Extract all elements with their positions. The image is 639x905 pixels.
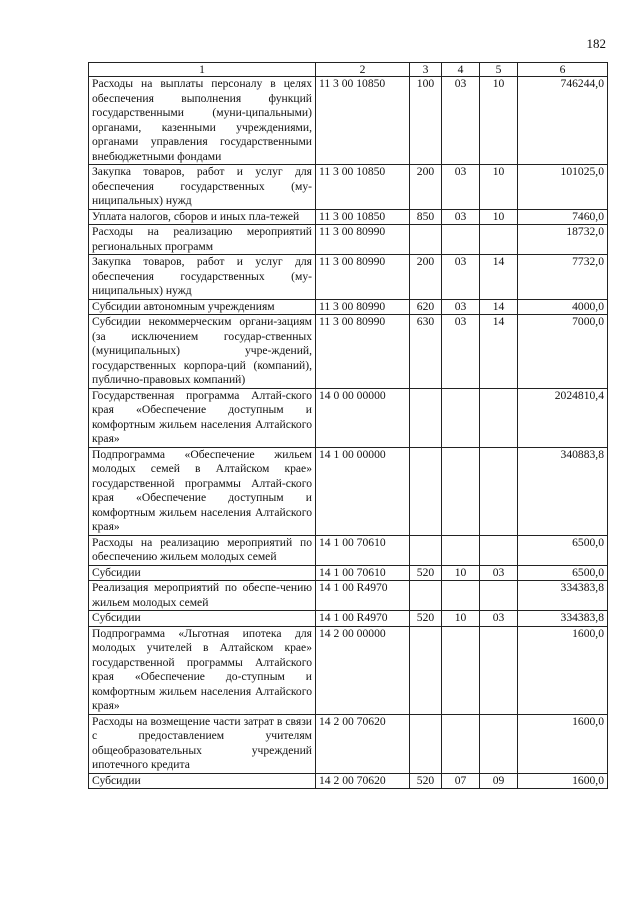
row-rz-cell: 03 xyxy=(442,299,480,315)
row-code-cell: 14 0 00 00000 xyxy=(316,388,410,447)
table-row xyxy=(89,255,608,300)
table-row xyxy=(89,626,608,714)
row-vr-cell xyxy=(410,535,442,565)
row-pr-cell xyxy=(480,535,518,565)
row-code-cell: 11 3 00 80990 xyxy=(316,299,410,315)
row-code-cell: 14 1 00 R4970 xyxy=(316,581,410,611)
table-header-row xyxy=(89,63,608,77)
row-vr-cell xyxy=(410,225,442,255)
table-row xyxy=(89,315,608,389)
row-rz-cell: 10 xyxy=(442,565,480,581)
table-row xyxy=(89,535,608,565)
table-row xyxy=(89,388,608,447)
row-sum-cell: 1600,0 xyxy=(518,773,608,789)
row-vr-cell: 850 xyxy=(410,209,442,225)
row-pr-cell: 14 xyxy=(480,255,518,300)
table-row xyxy=(89,581,608,611)
row-sum-cell: 746244,0 xyxy=(518,77,608,165)
row-sum-cell: 6500,0 xyxy=(518,565,608,581)
table-row xyxy=(89,165,608,210)
row-code-cell: 14 1 00 70610 xyxy=(316,565,410,581)
row-pr-cell: 10 xyxy=(480,209,518,225)
column-header: 6 xyxy=(518,63,608,77)
row-name-cell: Субсидии некоммерческим органи-зациям (за исключением государ-ственных (муниципальных) учре-ждений, государственных корпора-ций (компаний), публично-правовых компаний) xyxy=(89,315,316,389)
table-row xyxy=(89,447,608,535)
column-header: 2 xyxy=(316,63,410,77)
row-rz-cell xyxy=(442,714,480,773)
row-code-cell: 11 3 00 10850 xyxy=(316,77,410,165)
row-name-cell: Уплата налогов, сборов и иных пла-тежей xyxy=(89,209,316,225)
row-rz-cell: 03 xyxy=(442,77,480,165)
row-sum-cell: 334383,8 xyxy=(518,611,608,627)
row-rz-cell xyxy=(442,535,480,565)
row-vr-cell: 520 xyxy=(410,773,442,789)
row-name-cell: Субсидии xyxy=(89,565,316,581)
budget-table xyxy=(88,62,608,789)
row-rz-cell: 03 xyxy=(442,255,480,300)
row-rz-cell xyxy=(442,225,480,255)
row-vr-cell: 520 xyxy=(410,565,442,581)
row-sum-cell: 2024810,4 xyxy=(518,388,608,447)
row-vr-cell xyxy=(410,714,442,773)
row-vr-cell: 200 xyxy=(410,165,442,210)
row-pr-cell xyxy=(480,225,518,255)
row-code-cell: 11 3 00 10850 xyxy=(316,165,410,210)
table-row xyxy=(89,77,608,165)
row-code-cell: 14 1 00 R4970 xyxy=(316,611,410,627)
row-vr-cell xyxy=(410,626,442,714)
row-code-cell: 11 3 00 80990 xyxy=(316,255,410,300)
table-row xyxy=(89,773,608,789)
page-number: 182 xyxy=(586,36,606,51)
row-name-cell: Расходы на реализацию мероприятий региональных программ xyxy=(89,225,316,255)
column-header: 1 xyxy=(89,63,316,77)
row-name-cell: Подпрограмма «Льготная ипотека для молодых учителей в Алтайском крае» государственной программы Алтайского края «Обеспечение до-ступным и комфортным жильем населения Алтайского края» xyxy=(89,626,316,714)
row-name-cell: Расходы на реализацию мероприятий по обеспечению жильем молодых семей xyxy=(89,535,316,565)
column-header: 3 xyxy=(410,63,442,77)
row-name-cell: Государственная программа Алтай-ского края «Обеспечение доступным и комфортным жильем населения Алтайского края» xyxy=(89,388,316,447)
row-vr-cell: 630 xyxy=(410,315,442,389)
row-rz-cell: 10 xyxy=(442,611,480,627)
row-pr-cell: 14 xyxy=(480,315,518,389)
row-sum-cell: 4000,0 xyxy=(518,299,608,315)
row-pr-cell: 10 xyxy=(480,165,518,210)
row-sum-cell: 1600,0 xyxy=(518,626,608,714)
row-sum-cell: 101025,0 xyxy=(518,165,608,210)
row-name-cell: Субсидии xyxy=(89,611,316,627)
row-sum-cell: 7732,0 xyxy=(518,255,608,300)
table-row xyxy=(89,299,608,315)
row-vr-cell: 200 xyxy=(410,255,442,300)
row-name-cell: Расходы на возмещение части затрат в связи с предоставлением учителям общеобразовательных учреждений ипотечного кредита xyxy=(89,714,316,773)
row-sum-cell: 7000,0 xyxy=(518,315,608,389)
row-name-cell: Закупка товаров, работ и услуг для обеспечения государственных (му-ниципальных) нужд xyxy=(89,255,316,300)
table-row xyxy=(89,565,608,581)
row-pr-cell xyxy=(480,626,518,714)
row-pr-cell xyxy=(480,714,518,773)
row-code-cell: 14 1 00 00000 xyxy=(316,447,410,535)
row-name-cell: Закупка товаров, работ и услуг для обеспечения государственных (му-ниципальных) нужд xyxy=(89,165,316,210)
row-pr-cell xyxy=(480,447,518,535)
row-vr-cell xyxy=(410,581,442,611)
row-sum-cell: 334383,8 xyxy=(518,581,608,611)
row-name-cell: Субсидии автономным учреждениям xyxy=(89,299,316,315)
row-sum-cell: 340883,8 xyxy=(518,447,608,535)
table-row xyxy=(89,209,608,225)
row-rz-cell xyxy=(442,447,480,535)
column-header: 5 xyxy=(480,63,518,77)
row-pr-cell: 10 xyxy=(480,77,518,165)
row-name-cell: Подпрограмма «Обеспечение жильем молодых семей в Алтайском крае» государственной программы Алтай-ского края «Обеспечение доступным и комфортным жильем населения Алтайского края» xyxy=(89,447,316,535)
row-code-cell: 11 3 00 80990 xyxy=(316,315,410,389)
row-pr-cell: 14 xyxy=(480,299,518,315)
row-code-cell: 14 2 00 70620 xyxy=(316,714,410,773)
row-name-cell: Расходы на выплаты персоналу в целях обеспечения выполнения функций государственными (муни-ципальными) органами, казенными учреждениями, органами управления государственными внебюджетными фондами xyxy=(89,77,316,165)
row-vr-cell xyxy=(410,388,442,447)
row-pr-cell xyxy=(480,388,518,447)
row-vr-cell: 100 xyxy=(410,77,442,165)
column-header: 4 xyxy=(442,63,480,77)
row-pr-cell: 09 xyxy=(480,773,518,789)
row-rz-cell: 03 xyxy=(442,165,480,210)
row-rz-cell xyxy=(442,626,480,714)
row-name-cell: Субсидии xyxy=(89,773,316,789)
row-code-cell: 14 2 00 70620 xyxy=(316,773,410,789)
row-rz-cell: 03 xyxy=(442,209,480,225)
row-rz-cell: 07 xyxy=(442,773,480,789)
row-sum-cell: 6500,0 xyxy=(518,535,608,565)
table-row xyxy=(89,225,608,255)
row-code-cell: 11 3 00 10850 xyxy=(316,209,410,225)
row-sum-cell: 1600,0 xyxy=(518,714,608,773)
row-pr-cell: 03 xyxy=(480,565,518,581)
row-code-cell: 11 3 00 80990 xyxy=(316,225,410,255)
row-rz-cell xyxy=(442,388,480,447)
row-rz-cell: 03 xyxy=(442,315,480,389)
table-row xyxy=(89,714,608,773)
row-sum-cell: 18732,0 xyxy=(518,225,608,255)
row-sum-cell: 7460,0 xyxy=(518,209,608,225)
row-vr-cell xyxy=(410,447,442,535)
row-vr-cell: 520 xyxy=(410,611,442,627)
row-code-cell: 14 1 00 70610 xyxy=(316,535,410,565)
row-pr-cell: 03 xyxy=(480,611,518,627)
row-code-cell: 14 2 00 00000 xyxy=(316,626,410,714)
row-name-cell: Реализация мероприятий по обеспе-чению жильем молодых семей xyxy=(89,581,316,611)
table-row xyxy=(89,611,608,627)
row-vr-cell: 620 xyxy=(410,299,442,315)
row-rz-cell xyxy=(442,581,480,611)
row-pr-cell xyxy=(480,581,518,611)
